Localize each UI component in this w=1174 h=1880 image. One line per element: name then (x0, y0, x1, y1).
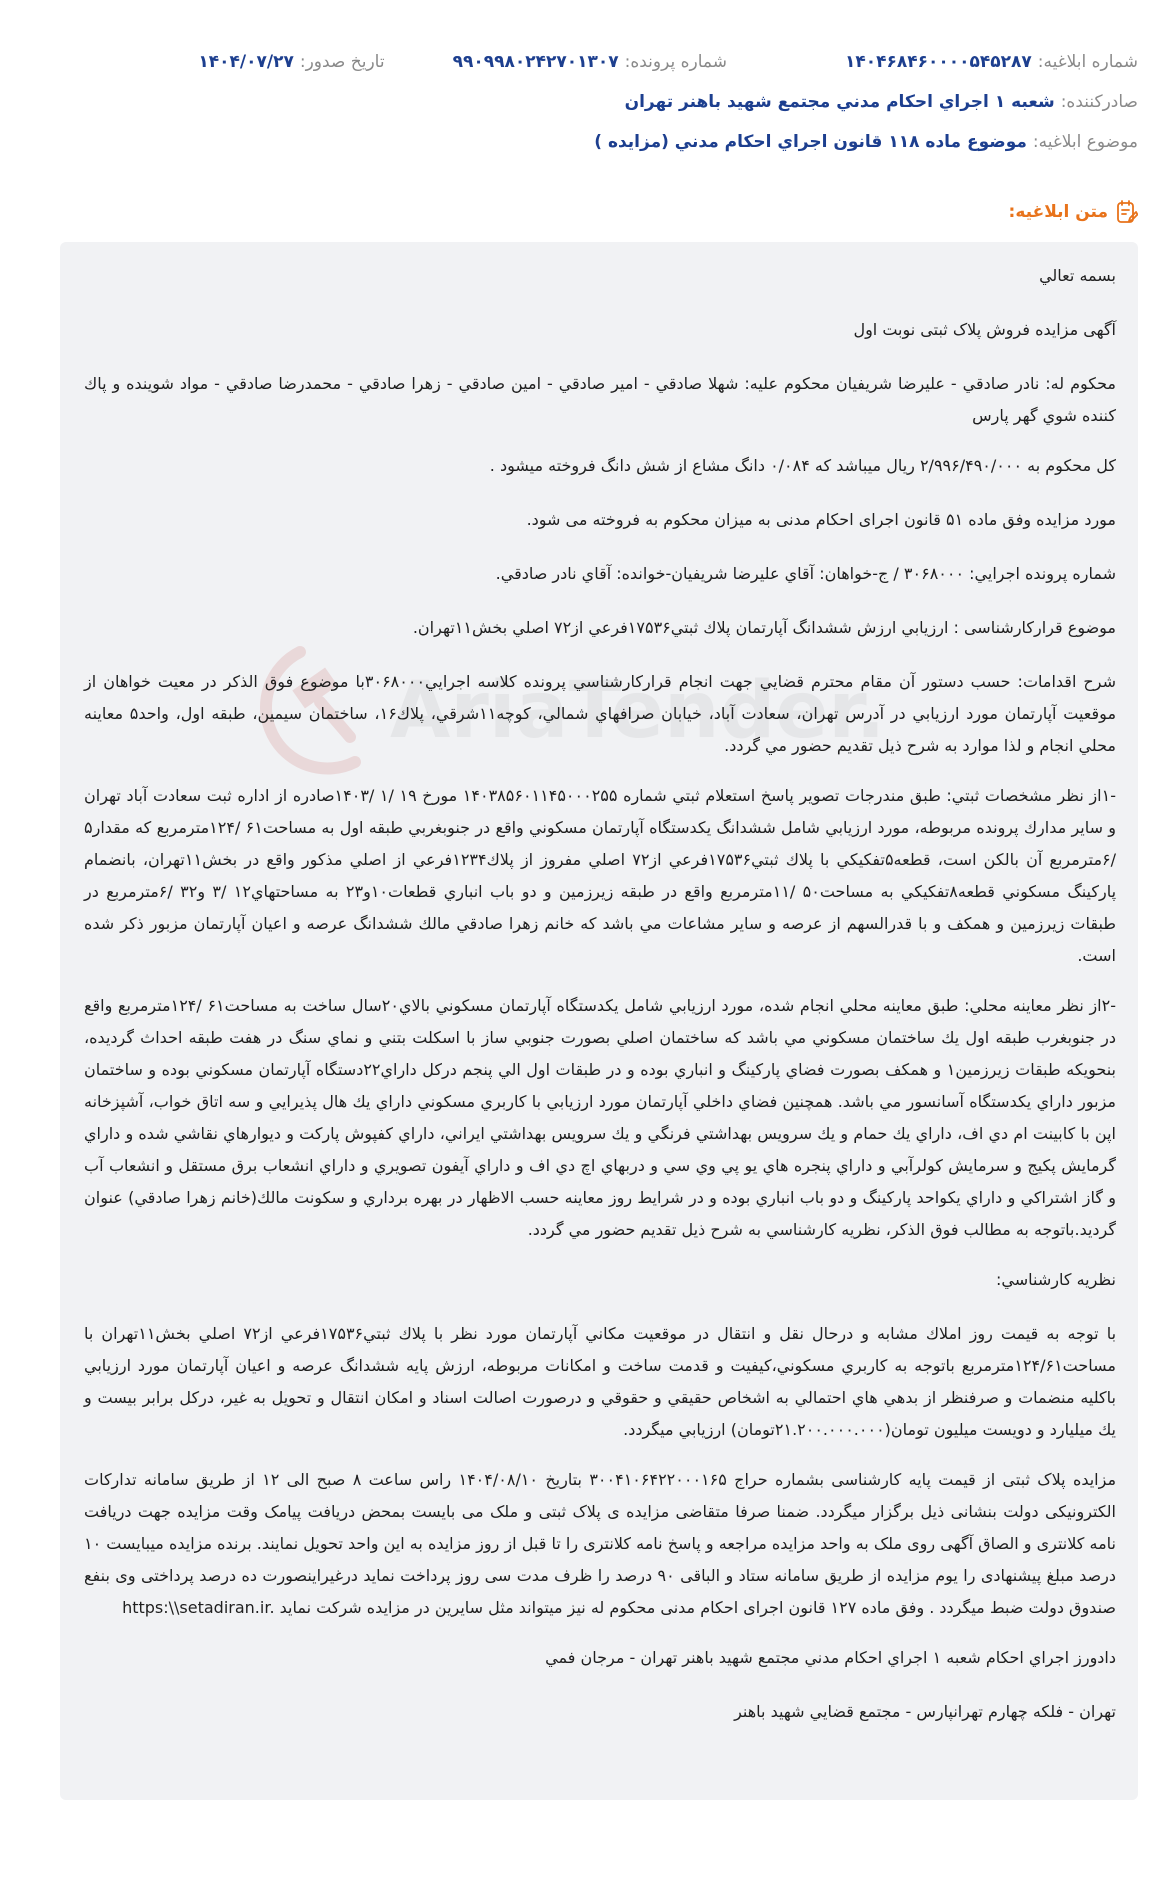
notice-number (845, 50, 1138, 74)
header-row-issuer (36, 90, 1138, 114)
issue-date-value: ۱۴۰۴/۰۷/۲۷ (198, 52, 294, 72)
auction-terms-text: مزایده پلاک ثبتی از قیمت پایه کارشناسی بشماره حراج ۳۰۰۴۱۰۶۴۲۲۰۰۰۱۶۵ بتاریخ ۱۴۰۴/۰۸/۱۰ راس ساعت ۸ صبح الی ۱۲ از طریق سامانه تدارکات الکترونیکی دولت بنشانی ذیل برگزار میگردد. ضمنا صرفا متقاضی مزایده ی پلاک ثبتی و ملک می بایست بمحض دریافت پیامک وقت مزایده جهت دریافت نامه کلانتری و الصاق آگهی روی ملک به واحد مزایده مراجعه و پاسخ نامه کلانتری را تا قبل از روز مزایده به این واحد تحویل نمایند. برنده مزایده میبایست ۱۰ درصد مبلغ پیشنهادی را یوم مزایده از طریق سامانه ستاد و الباقی ۹۰ درصد را ظرف مدت سی روز پرداخت نماید درغیراینصورت ده درصد پرداختی وی بنفع صندوق دولت ضبط میگردد . وفق ماده ۱۲۷ قانون اجرای احکام مدنی محکوم له نیز میتواند مثل سایرین در مزایده شرکت نماید (84, 1470, 1117, 1617)
file-number-value: ۹۹۰۹۹۸۰۲۴۲۷۰۱۳۰۷ (452, 52, 619, 72)
file-number (453, 50, 727, 74)
body-auction-terms (84, 1464, 1116, 1624)
notice-body (84, 260, 1116, 1728)
notice-text-heading-label: متن ابلاغیه: (1008, 202, 1108, 222)
document-edit-icon (1116, 200, 1138, 224)
body-actions: شرح اقدامات: حسب دستور آن مقام محترم قضايي جهت انجام قرارکارشناسي پرونده كلاسه اجرايي۳۰۶۸۰۰۰با موضوع فوق الذكر در معيت خواهان از موقعيت آپارتمان مورد ارزيابي در آدرس تهران، سعادت آباد، خيابان صرافهاي شمالي، كوچه۱۱شرقي، پلاك۱۶، ساختمان سيمين، طبقه اول، واحد۵ معاينه محلي انجام و لذا موارد به شرح ذيل تقديم حضور مي گردد. (84, 672, 1117, 755)
subject-value: موضوع ماده ۱۱۸ قانون اجراي احكام مدني (مزايده ) (594, 132, 1027, 152)
body-expert-opinion-heading: نظريه کارشناسي: (996, 1270, 1116, 1289)
notice-number-value: ۱۴۰۴۶۸۴۶۰۰۰۰۵۴۵۲۸۷ (844, 52, 1032, 72)
body-judgment-amount: کل محکوم به ۲/۹۹۶/۴۹۰/۰۰۰ ریال میباشد که ۰/۰۸۴ دانگ مشاع از شش دانگ فروخته میشود . (489, 456, 1116, 475)
body-registration-specs: -۱از نظر مشخصات ثبتي: طبق مندرجات تصوير پاسخ استعلام ثبتي شماره ۱۴۰۳۸۵۶۰۱۱۴۵۰۰۰۲۵۵ مورخ ۱۹ /۱ /۱۴۰۳صادره از اداره ثبت سعادت آباد تهران و ساير مدارك پرونده مربوطه، مورد ارزيابي شامل ششدانگ يكدستگاه آپارتمان مسكوني واقع در جنوبغربي طبقه اول به مساحت۶۱ /۱۲۴مترمربع كه مقدار۵ /۶مترمربع آن بالكن است، قطعه۵تفكيكي با پلاك ثبتي۱۷۵۳۶فرعي از۷۲ اصلي مفروز از پلاك۱۲۳۴فرعي از اصلي مذكور واقع در بخش۱۱تهران، بانضمام پاركينگ مسكوني قطعه۸تفكيكي به مساحت۵۰ /۱۱مترمربع واقع در طبقه زيرزمين و دو باب انباري قطعات۱۰و۲۳ به مساحتهاي۱۲ /۳ و۳۲ /۶مترمربع در طبقات زيرزمين و همكف و با قدرالسهم از عرصه و ساير مشاعات مي باشد كه خانم زهرا صادقي مالك ششدانگ عرصه و اعيان آپارتمان مزبور ذكر شده است. (84, 786, 1117, 965)
body-site-inspection: -۲از نظر معاينه محلي: طبق معاينه محلي انجام شده، مورد ارزيابي شامل يكدستگاه آپارتمان مسكوني بالاي۲۰سال ساخت به مساحت۶۱ /۱۲۴مترمربع واقع در جنوبغرب طبقه اول يك ساختمان مسكوني مي باشد كه ساختمان اصلي بصورت جنوبي ساز با اسكلت بتني و نماي سنگ در هفت طبقه احداث گرديده، بنحويكه طبقات زيرزمين۱ و همكف بصورت فضاي پاركينگ و انباري بوده و در طبقات اول الي پنجم دركل داراي۲۲دستگاه آپارتمان مسكوني بوده و ساختمان مزبور داراي يكدستگاه آسانسور مي باشد. همچنين فضاي داخلي آپارتمان مورد ارزيابي با كاربري مسكوني داراي يك هال پذيرايي و سه اتاق خواب، آشپزخانه اپن با كابينت ام دي اف، داراي يك حمام و يك سرويس بهداشتي فرنگي و يك سرويس بهداشتي ايراني، داراي كفپوش پاركت و ديوارهاي نقاشي شده و داراي گرمايش پكيج و سرمايش كولرآبي و داراي پنجره هاي يو پي وي سي و دربهاي اچ دي اف و داراي آيفون تصويري و داراي انشعاب برق مستقل و انشعاب آب و گاز اشتراكي و داراي يكواحد پاركينگ و دو باب انباري بوده و در شرايط روز معاينه حسب الاظهار در بهره برداري و سكونت مالك(خانم زهرا صادقي) عنوان گرديد.باتوجه به مطالب فوق الذكر، نظريه كارشناسي به شرح ذيل تقديم حضور مي گردد. (84, 996, 1116, 1239)
body-officer: دادورز اجراي احكام شعبه ۱ اجراي احكام مدني مجتمع شهيد باهنر تهران - مرجان فمي (545, 1648, 1116, 1667)
notice-number-label: شماره ابلاغیه: (1037, 52, 1138, 72)
subject-label: موضوع ابلاغیه: (1032, 132, 1138, 152)
notice-text-heading (1009, 200, 1138, 224)
body-parties: محكوم له: نادر صادقي - عليرضا شريفيان محکوم علیه: شهلا صادقي - امير صادقي - امين صادقي - زهرا صادقي - محمدرضا صادقي - مواد شوينده و پاك كننده شوي گهر پارس (84, 374, 1116, 425)
body-expert-opinion: با توجه به قيمت روز املاك مشابه و درحال نقل و انتقال در موقعيت مكاني آپارتمان مورد نظر با پلاك ثبتي۱۷۵۳۶فرعي از۷۲ اصلي بخش۱۱تهران با مساحت۱۲۴/۶۱مترمربع باتوجه به كاربري مسكوني،كيفيت و قدمت ساخت و امكانات مربوطه، ارزش پايه ششدانگ عرصه و اعيان آپارتمان مورد ارزيابي باكليه منضمات و صرفنظر از بدهي هاي احتمالي به اشخاص حقيقي و حقوقي و درصورت اصالت اسناد و امكان انتقال و تحويل به غير، دركل برابر بيست و يك ميليارد و دويست ميليون تومان(۲۱.۲۰۰.۰۰۰.۰۰۰تومان) ارزيابي ميگردد. (84, 1324, 1117, 1439)
body-address: تهران - فلكه چهارم تهرانپارس - مجتمع قضايي شهيد باهنر (734, 1702, 1116, 1721)
issuer-label: صادرکننده: (1060, 92, 1138, 112)
body-case-number: شماره پرونده اجرايي: ۳۰۶۸۰۰۰ / ج-خواهان: آقاي عليرضا شريفيان-خوانده: آقاي نادر صادقي. (495, 564, 1116, 583)
notice-header (36, 50, 1138, 170)
issuer-value: شعبه ۱ اجراي احكام مدني مجتمع شهيد باهنر تهران (624, 92, 1055, 112)
header-row-subject (36, 130, 1138, 154)
notice-text-panel (60, 242, 1138, 1800)
body-article-51: مورد مزایده وفق ماده ۵۱ قانون اجرای احکام مدنی به میزان محکوم به فروخته می شود. (526, 510, 1116, 529)
watermark-text: AriaTender (390, 666, 856, 756)
body-expert-subject: موضوع قرارکارشناسی : ارزيابي ارزش ششدانگ آپارتمان پلاك ثبتي۱۷۵۳۶فرعي از۷۲ اصلي بخش۱۱تهران. (412, 618, 1116, 637)
issue-date-label: تاریخ صدور: (299, 52, 385, 72)
body-auction-title: آگهی مزایده فروش پلاک ثبتی نوبت اول (853, 320, 1116, 339)
file-number-label: شماره پرونده: (624, 52, 727, 72)
header-row-ids (36, 50, 1138, 74)
setadiran-link[interactable]: https:\\setadiran.ir. (122, 1598, 275, 1617)
issue-date (198, 50, 384, 74)
body-bismillah: بسمه تعالي (1039, 266, 1116, 285)
